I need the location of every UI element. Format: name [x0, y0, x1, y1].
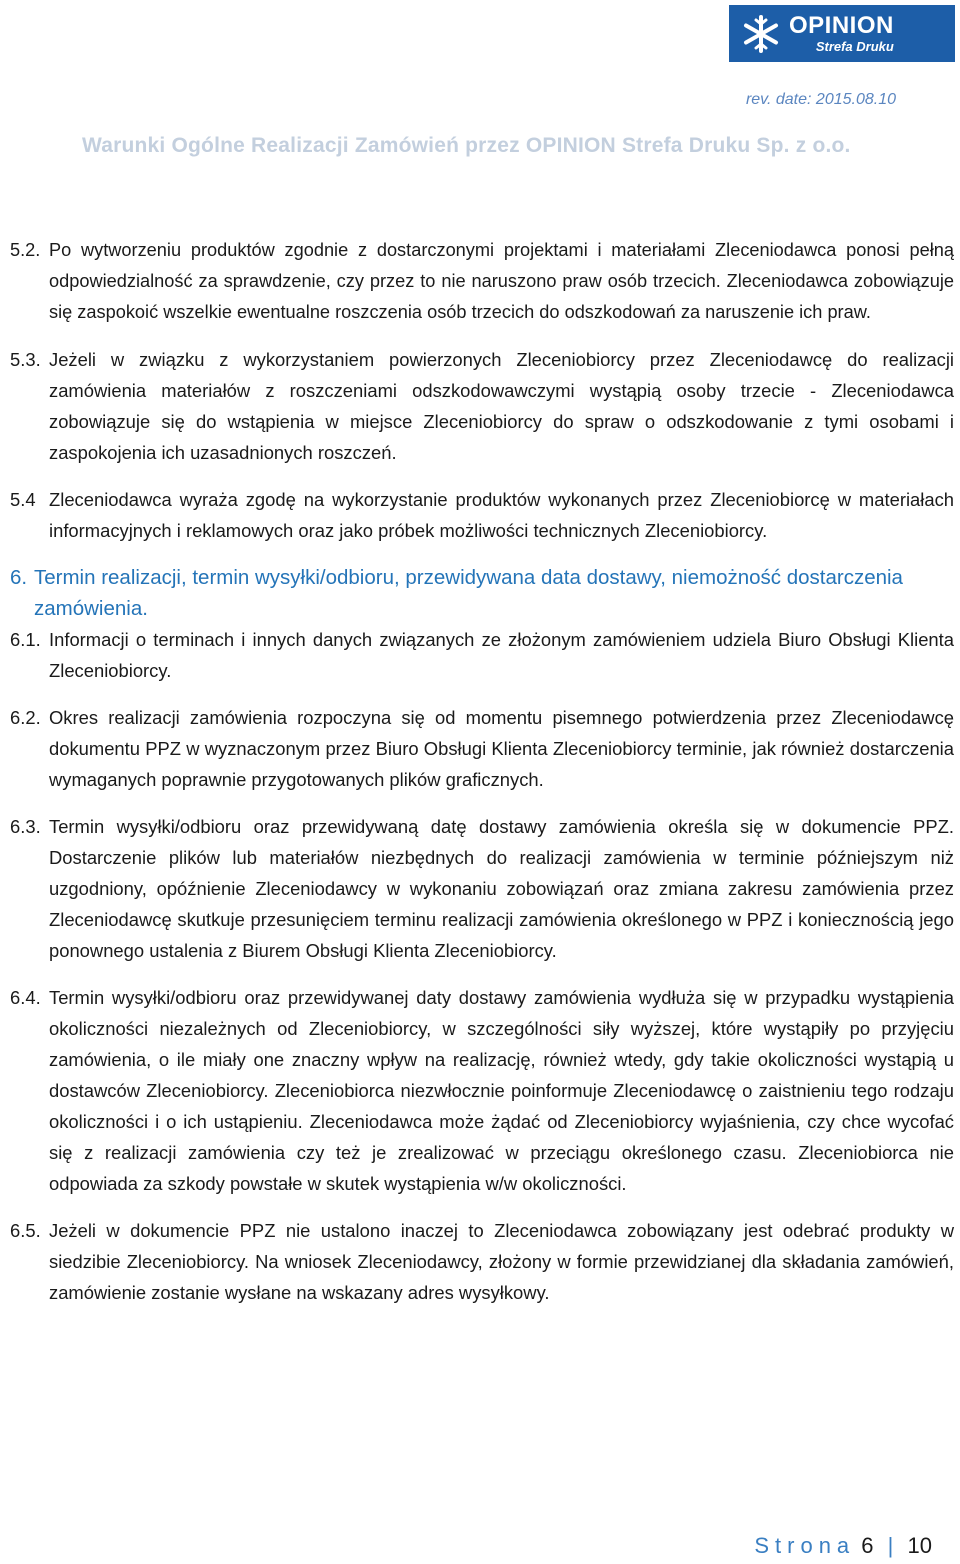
paragraph-6-2 [10, 702, 954, 795]
paragraph-5-4 [10, 484, 954, 546]
paragraph-text: Jeżeli w dokumencie PPZ nie ustalono inaczej to Zleceniodawca zobowiązany jest odebrać produkty w siedzibie Zleceniobiorcy. Na wniosek Zleceniodawcy, złożony w formie przewidzianej dla składania zamówień, zamówienie zostanie wysłane na wskazany adres wysyłkowy. [49, 1220, 954, 1303]
paragraph-6-3 [10, 811, 954, 966]
paragraph-6-5 [10, 1215, 954, 1308]
paragraph-number: 5.4 [10, 489, 36, 510]
paragraph-number: 6.2. [10, 707, 41, 728]
paragraph-number: 6.5. [10, 1220, 41, 1241]
document-title: Warunki Ogólne Realizacji Zamówień przez OPINION Strefa Druku Sp. z o.o. [82, 134, 851, 157]
footer-total-pages: 10 [907, 1533, 932, 1558]
paragraph-number: 5.2. [10, 240, 41, 260]
paragraph-number: 5.3. [10, 349, 41, 370]
paragraph-text: Po wytworzeniu produktów zgodnie z dostarczonymi projektami i materiałami Zleceniodawca ponosi pełną odpowiedzialność za sprawdzenie, czy przez to nie naruszono praw osób trzecich. Zleceniodawca zobowiązuje się zaspokoić wszelkie ewentualne roszczenia osób trzecich do odszkodowań za naruszenie ich praw. [49, 240, 954, 322]
paragraph-text: Zleceniodawca wyraża zgodę na wykorzystanie produktów wykonanych przez Zleceniobiorcę w materiałach informacyjnych i reklamowych oraz jako próbek możliwości technicznych Zleceniobiorcy. [49, 489, 954, 541]
footer-strona-label: Strona [754, 1533, 856, 1558]
paragraph-text: Informacji o terminach i innych danych związanych ze złożonym zamówieniem udziela Biuro Obsługi Klienta Zleceniobiorcy. [49, 629, 954, 681]
paragraph-text: Termin wysyłki/odbioru oraz przewidywanej daty dostawy zamówienia wydłuża się w przypadku wystąpienia okoliczności niezależnych od Zleceniobiorcy, w szczególności siły wyższej, które wystąpiły po przyjęciu zamówienia, o ile miały one znaczny wpływ na realizację, również wtedy, gdy takie okoliczności wystąpią u dostawców Zleceniobiorcy. Zleceniobiorca niezwłocznie poinformuje Zleceniodawcę o zaistnieniu tego rodzaju okoliczności i o ich ustąpieniu. Zleceniodawca może żądać od Zleceniobiorcy wyjaśnienia, czy chce wycofać się z realizacji zamówienia czy też je zrealizować w przeciągu określonego czasu. Zleceniobiorca nie odpowiada za szkody powstałe w skutek wystąpienia w/w okoliczności. [49, 987, 954, 1194]
paragraph-5-3 [10, 344, 954, 468]
footer-page-number: 6 [861, 1533, 874, 1558]
document-body [10, 235, 954, 1308]
paragraph-6-4 [10, 982, 954, 1199]
paragraph-text: Termin wysyłki/odbioru oraz przewidywaną datę dostawy zamówienia określa się w dokumencie PPZ. Dostarczenie plików lub materiałów niezbędnych do realizacji zamówienia w terminie późniejszym niż uzgodniony, opóźnienie Zleceniodawcy w wykonaniu zobowiązań oraz zmiana zakresu zamówienia przez Zleceniodawcę skutkuje przesunięciem terminu realizacji zamówienia określonego w PPZ i koniecznością jego ponownego ustalenia z Biurem Obsługi Klienta Zleceniobiorcy. [49, 816, 954, 961]
section-title: Termin realizacji, termin wysyłki/odbioru, przewidywana data dostawy, niemożność dostarczenia zamówienia. [34, 566, 903, 620]
paragraph-text: Jeżeli w związku z wykorzystaniem powierzonych Zleceniobiorcy przez Zleceniodawcę do realizacji zamówienia materiałów z roszczeniami odszkodowawczymi wystąpią osoby trzecie - Zleceniodawca zobowiązuje się do wstąpienia w miejsce Zleceniobiorcy do spraw o odszkodowanie z tymi osobami i zaspokojenia ich uzasadnionych roszczeń. [49, 349, 954, 463]
footer-separator: | [887, 1533, 894, 1558]
paragraph-5-2 [10, 235, 954, 328]
snowflake-logo-icon [741, 14, 781, 54]
paragraph-text: Okres realizacji zamówienia rozpoczyna się od momentu pisemnego potwierdzenia przez Zleceniodawcę dokumentu PPZ w wyznaczonym przez Biuro Obsługi Klienta Zleceniobiorcy terminie, jak również dostarczenia wymaganych poprawnie przygotowanych plików graficznych. [49, 707, 954, 790]
logo-name: OPINION [789, 12, 894, 39]
paragraph-number: 6.1. [10, 629, 41, 650]
paragraph-6-1 [10, 624, 954, 686]
section-number: 6. [10, 566, 28, 589]
logo-subtitle: Strefa Druku [815, 39, 894, 54]
paragraph-number: 6.4. [10, 987, 41, 1008]
page-footer [754, 1533, 932, 1559]
revision-date: rev. date: 2015.08.10 [745, 91, 896, 108]
section-heading-6 [10, 562, 954, 624]
paragraph-number: 6.3. [10, 816, 41, 837]
company-logo [729, 5, 955, 62]
